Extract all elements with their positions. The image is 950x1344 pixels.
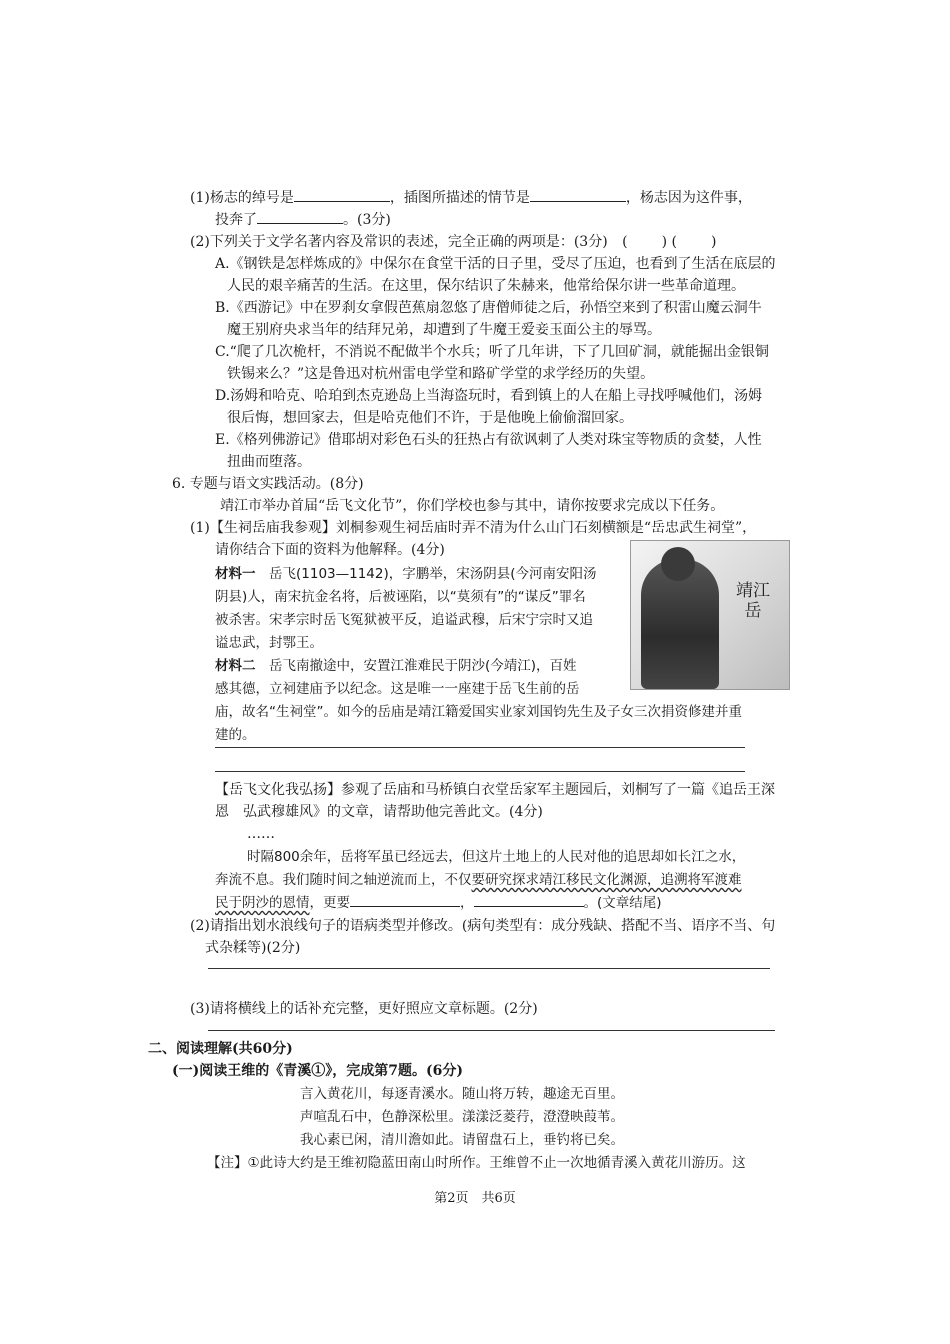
material-two-line4: 建的。 [215, 727, 256, 743]
answer-blank [294, 187, 390, 202]
q5-s1-line1: (1)杨志的绰号是 ，插图所描述的情节是 ，杨志因为这件事， [190, 187, 752, 209]
material-two-line3: 庙，故名“生祠堂”。如今的岳庙是靖江籍爱国实业家刘国钧先生及子女三次捐资修建并重 [215, 704, 742, 720]
option-a-line1: A.《钢铁是怎样炼成的》中保尔在食堂干活的日子里，受尽了压迫，也看到了生活在底层的 [215, 256, 776, 272]
material-one-line2: 阴县)人，南宋抗金名将，后被诬陷，以“莫须有”的“谋反”罪名 [215, 589, 586, 605]
statue-head [661, 547, 695, 581]
answer-line [215, 771, 745, 772]
q5-s1-line2: 投奔了 。(3分) [215, 209, 391, 231]
yue-fei-statue-photo [630, 540, 790, 690]
option-d-line1: D.汤姆和哈克、哈珀到杰克逊岛上当海盗玩时，看到镇上的人在船上寻找呼喊他们，汤姆 [215, 388, 763, 404]
q6-s3: (3)请将横线上的话补充完整，更好照应文章标题。(2分) [190, 1001, 538, 1017]
subsection-title: (一)阅读王维的《青溪①》，完成第7题。(6分) [172, 1063, 463, 1079]
q6-intro: 靖江市举办首届“岳飞文化节”，你们学校也参与其中，请你按要求完成以下任务。 [220, 498, 725, 514]
q6-s1-line1: (1)【生祠岳庙我参观】刘桐参观生祠岳庙时弄不清为什么山门石刻横额是“岳忠武生祠堂”， [190, 520, 757, 536]
option-b-line1: B.《西游记》中在罗刹女拿假芭蕉扇忽悠了唐僧师徒之后，孙悟空来到了积雷山魔云洞牛 [215, 300, 762, 316]
wavy-underlined-sentence: 要研究探求靖江移民文化渊源，追溯将军渡难 [471, 872, 742, 888]
material-two-label: 材料二 [215, 658, 256, 674]
option-e-line2: 扭曲而堕落。 [227, 454, 311, 470]
answer-line [208, 1030, 775, 1031]
answer-blank [257, 209, 343, 224]
section-title: 二、阅读理解(共60分) [148, 1041, 293, 1057]
option-c-line2: 铁锡来么？”这是鲁迅对杭州雷电学堂和路矿学堂的求学经历的失望。 [227, 366, 655, 382]
page-footer: 第2页 共6页 [434, 1191, 516, 1206]
q6-title: 6. 专题与语文实践活动。(8分) [172, 476, 364, 492]
q6-s2-line1: (2)请指出划水浪线句子的语病类型并修改。(病句类型有：成分残缺、搭配不当、语序不当、句 [190, 918, 776, 934]
option-e-line1: E.《格列佛游记》借耶胡对彩色石头的狂热占有欲讽刺了人类对珠宝等物质的贪婪，人性 [215, 432, 762, 448]
promote-line1: 【岳飞文化我弘扬】参观了岳庙和马桥镇白衣堂岳家军主题园后，刘桐写了一篇《追岳王深 [215, 782, 775, 798]
wavy-underlined-sentence: 民于阴沙的恩情 [215, 895, 310, 911]
material-two-line2: 感其德，立祠建庙予以纪念。这是唯一一座建于岳飞生前的岳 [215, 681, 580, 697]
essay-ellipsis: …… [247, 826, 275, 842]
answer-paren: ( [671, 234, 677, 250]
material-one-line4: 谥忠武，封鄂王。 [215, 635, 323, 651]
answer-line [208, 968, 770, 969]
answer-paren: ( [622, 234, 628, 250]
option-a-line2: 人民的艰辛痛苦的生活。在这里，保尔结识了朱赫来，他常给保尔讲一些革命道理。 [227, 278, 745, 294]
essay-line1: 时隔800余年，岳将军虽已经远去，但这片土地上的人民对他的追思却如长江之水， [247, 849, 746, 865]
material-one-line1: 材料一 岳飞(1103—1142)，字鹏举，宋汤阴县(今河南安阳汤 [215, 566, 597, 582]
material-one-line3: 被杀害。宋孝宗时岳飞冤狱被平反，追谥武穆，后宋宁宗时又追 [215, 612, 593, 628]
essay-blank [474, 892, 584, 907]
poem-note: 【注】①此诗大约是王维初隐蓝田南山时所作。王维曾不止一次地循青溪入黄花川游历。这 [207, 1155, 746, 1171]
answer-blank [530, 187, 626, 202]
option-b-line2: 魔王别府央求当年的结拜兄弟，却遭到了牛魔王爱妾玉面公主的辱骂。 [227, 322, 661, 338]
q6-s2-line2: 式杂糅等)(2分) [205, 940, 301, 956]
promote-line2: 恩 弘武穆雄风》的文章，请帮助他完善此文。(4分) [215, 804, 543, 820]
poem-line-2: 声喧乱石中，色静深松里。漾漾泛菱荇，澄澄映葭苇。 [300, 1109, 624, 1125]
option-d-line2: 很后悔，想回家去，但是哈克他们不许，于是他晚上偷偷溜回家。 [227, 410, 633, 426]
poem-line-3: 我心素已闲，清川澹如此。请留盘石上，垂钓将已矣。 [300, 1132, 624, 1148]
material-two-line1: 材料二 岳飞南撤途中，安置江淮难民于阴沙(今靖江)，百姓 [215, 658, 577, 674]
q5-s2-stem: (2)下列关于文学名著内容及常识的表述，完全正确的两项是：(3分) ( ) ( ) [190, 234, 717, 250]
essay-line2: 奔流不息。我们随时间之轴逆流而上，不仅要研究探求靖江移民文化渊源，追溯将军渡难 [215, 872, 742, 888]
photo-calligraphy: 靖江岳 [736, 581, 770, 621]
q6-s1-line2: 请你结合下面的资料为他解释。(4分) [215, 542, 445, 558]
poem-line-1: 言入黄花川，每逐青溪水。随山将万转，趣途无百里。 [300, 1086, 624, 1102]
answer-line [215, 747, 745, 748]
material-one-label: 材料一 [215, 566, 256, 582]
option-c-line1: C.“爬了几次桅杆，不消说不配做半个水兵；听了几年讲，下了几回矿洞，就能掘出金银铜 [215, 344, 769, 360]
essay-line3: 民于阴沙的恩情，更要 ， 。(文章结尾) [215, 892, 662, 914]
essay-blank [350, 892, 460, 907]
